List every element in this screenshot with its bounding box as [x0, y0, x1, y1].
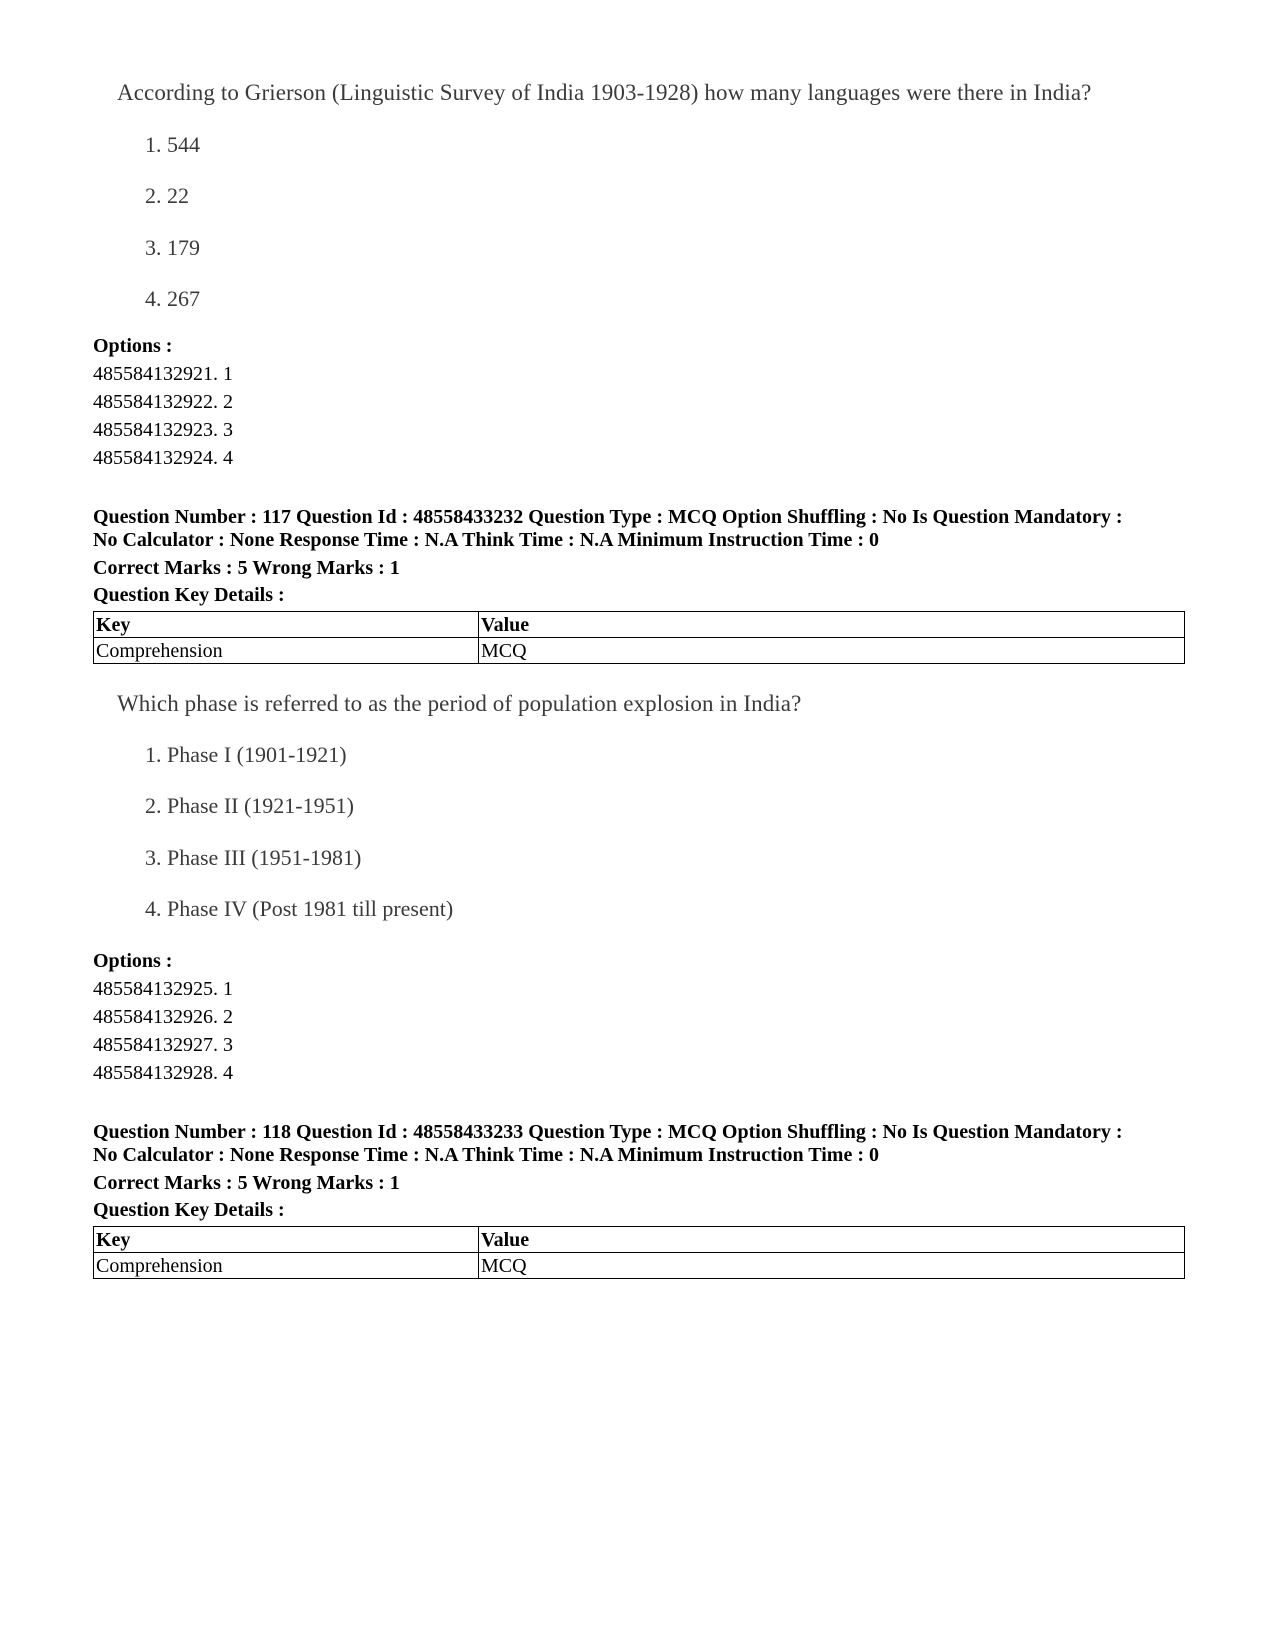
question-choice: 3. 179: [145, 235, 200, 260]
question-choice: 2. Phase II (1921-1951): [145, 793, 354, 818]
question-image-population: [117, 691, 802, 921]
option-line: 485584132924. 4: [93, 447, 233, 469]
option-line: 485584132922. 2: [93, 391, 233, 413]
key-details-label: Question Key Details :: [93, 1199, 285, 1221]
table-header-cell: Key: [94, 1227, 479, 1253]
question-image-grierson: [117, 80, 1092, 311]
option-line: 485584132923. 3: [93, 419, 233, 441]
table-row: [94, 638, 1185, 664]
options-block: [93, 949, 1183, 1087]
key-details-label: Question Key Details :: [93, 584, 285, 606]
question-choice: 4. 267: [145, 286, 200, 311]
question-choice: 3. Phase III (1951-1981): [145, 845, 362, 870]
option-line: 485584132928. 4: [93, 1062, 233, 1084]
question-meta-line: Question Number : 118 Question Id : 48558433233 Question Type : MCQ Option Shuffling : No Is Question Mandatory :: [93, 1121, 1123, 1143]
options-label: Options :: [93, 335, 173, 357]
option-line: 485584132926. 2: [93, 1006, 233, 1028]
option-line: 485584132925. 1: [93, 978, 233, 1000]
question-117-meta: [93, 506, 1183, 607]
table-cell: Comprehension: [94, 1253, 479, 1279]
question-choice: 2. 22: [145, 183, 189, 208]
question-key-table: [93, 611, 1185, 664]
options-block: [93, 334, 1183, 472]
question-stem: According to Grierson (Linguistic Survey of India 1903-1928) how many languages were there in India?: [117, 80, 1092, 105]
marks-line: Correct Marks : 5 Wrong Marks : 1: [93, 557, 400, 579]
table-header-row: [94, 612, 1185, 638]
table-cell: MCQ: [479, 1253, 1185, 1279]
question-meta-line: No Calculator : None Response Time : N.A Think Time : N.A Minimum Instruction Time : 0: [93, 529, 879, 551]
table-row: [94, 1253, 1185, 1279]
table-cell: Comprehension: [94, 638, 479, 664]
table-header-cell: Value: [479, 1227, 1185, 1253]
table-header-cell: Value: [479, 612, 1185, 638]
table-header-row: [94, 1227, 1185, 1253]
question-choice: 4. Phase IV (Post 1981 till present): [145, 896, 454, 921]
options-label: Options :: [93, 950, 173, 972]
question-meta-line: Question Number : 117 Question Id : 48558433232 Question Type : MCQ Option Shuffling : No Is Question Mandatory :: [93, 506, 1123, 528]
table-cell: MCQ: [479, 638, 1185, 664]
question-stem: Which phase is referred to as the period of population explosion in India?: [117, 691, 802, 716]
question-key-table: [93, 1226, 1185, 1279]
option-line: 485584132927. 3: [93, 1034, 233, 1056]
question-choice: 1. Phase I (1901-1921): [145, 742, 347, 767]
question-118-meta: [93, 1121, 1183, 1222]
option-line: 485584132921. 1: [93, 363, 233, 385]
marks-line: Correct Marks : 5 Wrong Marks : 1: [93, 1172, 400, 1194]
question-choice: 1. 544: [145, 132, 200, 157]
table-header-cell: Key: [94, 612, 479, 638]
question-meta-line: No Calculator : None Response Time : N.A Think Time : N.A Minimum Instruction Time : 0: [93, 1144, 879, 1166]
